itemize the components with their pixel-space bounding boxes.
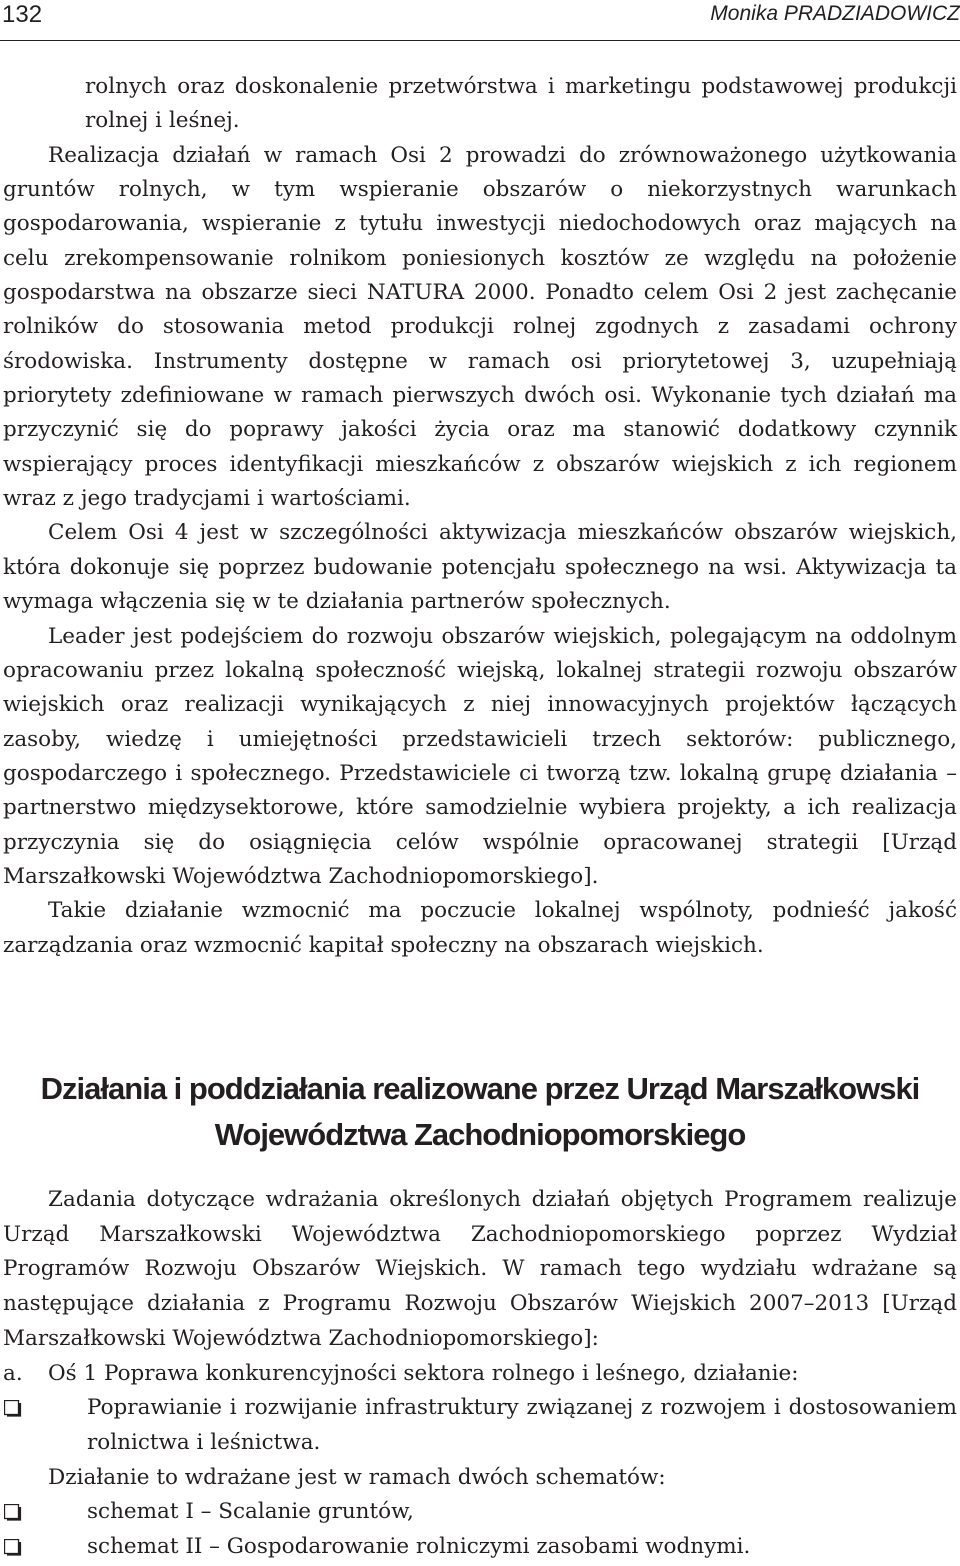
page-number: 132 — [2, 1, 43, 28]
checkbox-bullet-icon — [4, 1504, 21, 1521]
checkbox-bullet-icon — [4, 1400, 21, 1417]
section-body — [3, 1183, 957, 1565]
checkbox-bullet-icon — [4, 1539, 21, 1556]
section-heading-line1: Działania i poddziałania realizowane przez Urząd Marszałkowski — [40, 1071, 920, 1106]
section-heading-line2: Województwa Zachodniopomorskiego — [214, 1117, 746, 1152]
running-head-author: Monika PRADZIADOWICZ — [710, 2, 960, 25]
bullet-item-text: Poprawianie i rozwijanie infrastruktury związanej z rozwojem i dostosowaniem rolnictwa i leśnictwa. — [87, 1395, 957, 1455]
bullet-item — [3, 1530, 957, 1565]
bullet-item — [3, 1391, 957, 1460]
section-heading — [0, 1066, 960, 1158]
body-text — [3, 70, 957, 963]
list-item-a-text: Oś 1 Poprawa konkurencyjności sektora rolnego i leśnego, działanie: — [48, 1360, 799, 1386]
list-item-a — [3, 1357, 957, 1392]
bullet-item-text: schemat I – Scalanie gruntów, — [87, 1499, 414, 1525]
list-marker-a: a. — [3, 1360, 23, 1386]
paragraph-axis-2: Realizacja działań w ramach Osi 2 prowadzi do zrównoważonego użytkowania gruntów rolnych, w tym wspieranie obszarów o niekorzystnych warunkach gospodarowania, wspieranie z tytułu inwestycji niedochodowych oraz mających na celu zrekompensowanie rolnikom poniesionych kosztów ze względu na położenie gospodarstwa na obszarze sieci NATURA 2000. Ponadto celem Osi 2 jest zachęcanie rolników do stosowania metod produkcji rolnej zgodnych z zasadami ochrony środowiska. Instrumenty dostępne w ramach osi priorytetowej 3, uzupełniają priorytety zdefiniowane w ramach pierwszych dwóch osi. Wykonanie tych działań ma przyczynić się do poprawy jakości życia oraz ma stanowić dodatkowy czynnik wspierający proces identyfikacji mieszkańców z obszarów wiejskich z ich regionem wraz z jego tradycjami i wartościami. — [3, 142, 957, 512]
section-intro: Zadania dotyczące wdrażania określonych działań objętych Programem realizuje Urząd Marszałkowski Województwa Zachodniopomorskiego poprzez Wydział Programów Rozwoju Obszarów Wiejskich. W ramach tego wydziału wdrażane są następujące działania z Programu Rozwoju Obszarów Wiejskich 2007–2013 [Urząd Marszałkowski Województwa Zachodniopomorskiego]: — [3, 1187, 957, 1351]
bullet-item — [3, 1495, 957, 1530]
paragraph-continuation: rolnych oraz doskonalenie przetwórstwa i marketingu podstawowej produkcji rolnej i leśnej. — [85, 74, 957, 134]
schemes-intro: Działanie to wdrażane jest w ramach dwóch schematów: — [48, 1464, 666, 1490]
paragraph-axis-4: Celem Osi 4 jest w szczególności aktywizacja mieszkańców obszarów wiejskich, która dokonuje się poprzez budowanie potencjału społecznego na wsi. Aktywizacja ta wymaga włączenia się w te działania partnerów społecznych. — [3, 520, 957, 615]
paragraph-leader: Leader jest podejściem do rozwoju obszarów wiejskich, polegającym na oddolnym opracowaniu przez lokalną społeczność wiejską, lokalnej strategii rozwoju obszarów wiejskich oraz realizacji wynikających z niej innowacyjnych projektów łączących zasoby, wiedzę i umiejętności przedstawicieli trzech sektorów: publicznego, gospodarczego i społecznego. Przedstawiciele ci tworzą tzw. lokalną grupę działania – partnerstwo międzysektorowe, które samodzielnie wybiera projekty, a ich realizacja przyczynia się do osiągnięcia celów wspólnie opracowanej strategii [Urząd Marszałkowski Województwa Zachodniopomorskiego]. — [3, 623, 957, 889]
bullet-item-text: schemat II – Gospodarowanie rolniczymi zasobami wodnymi. — [87, 1534, 751, 1560]
page-header — [0, 0, 960, 41]
paragraph-community: Takie działanie wzmocnić ma poczucie lokalnej wspólnoty, podnieść jakość zarządzania oraz wzmocnić kapitał społeczny na obszarach wiejskich. — [3, 898, 957, 958]
